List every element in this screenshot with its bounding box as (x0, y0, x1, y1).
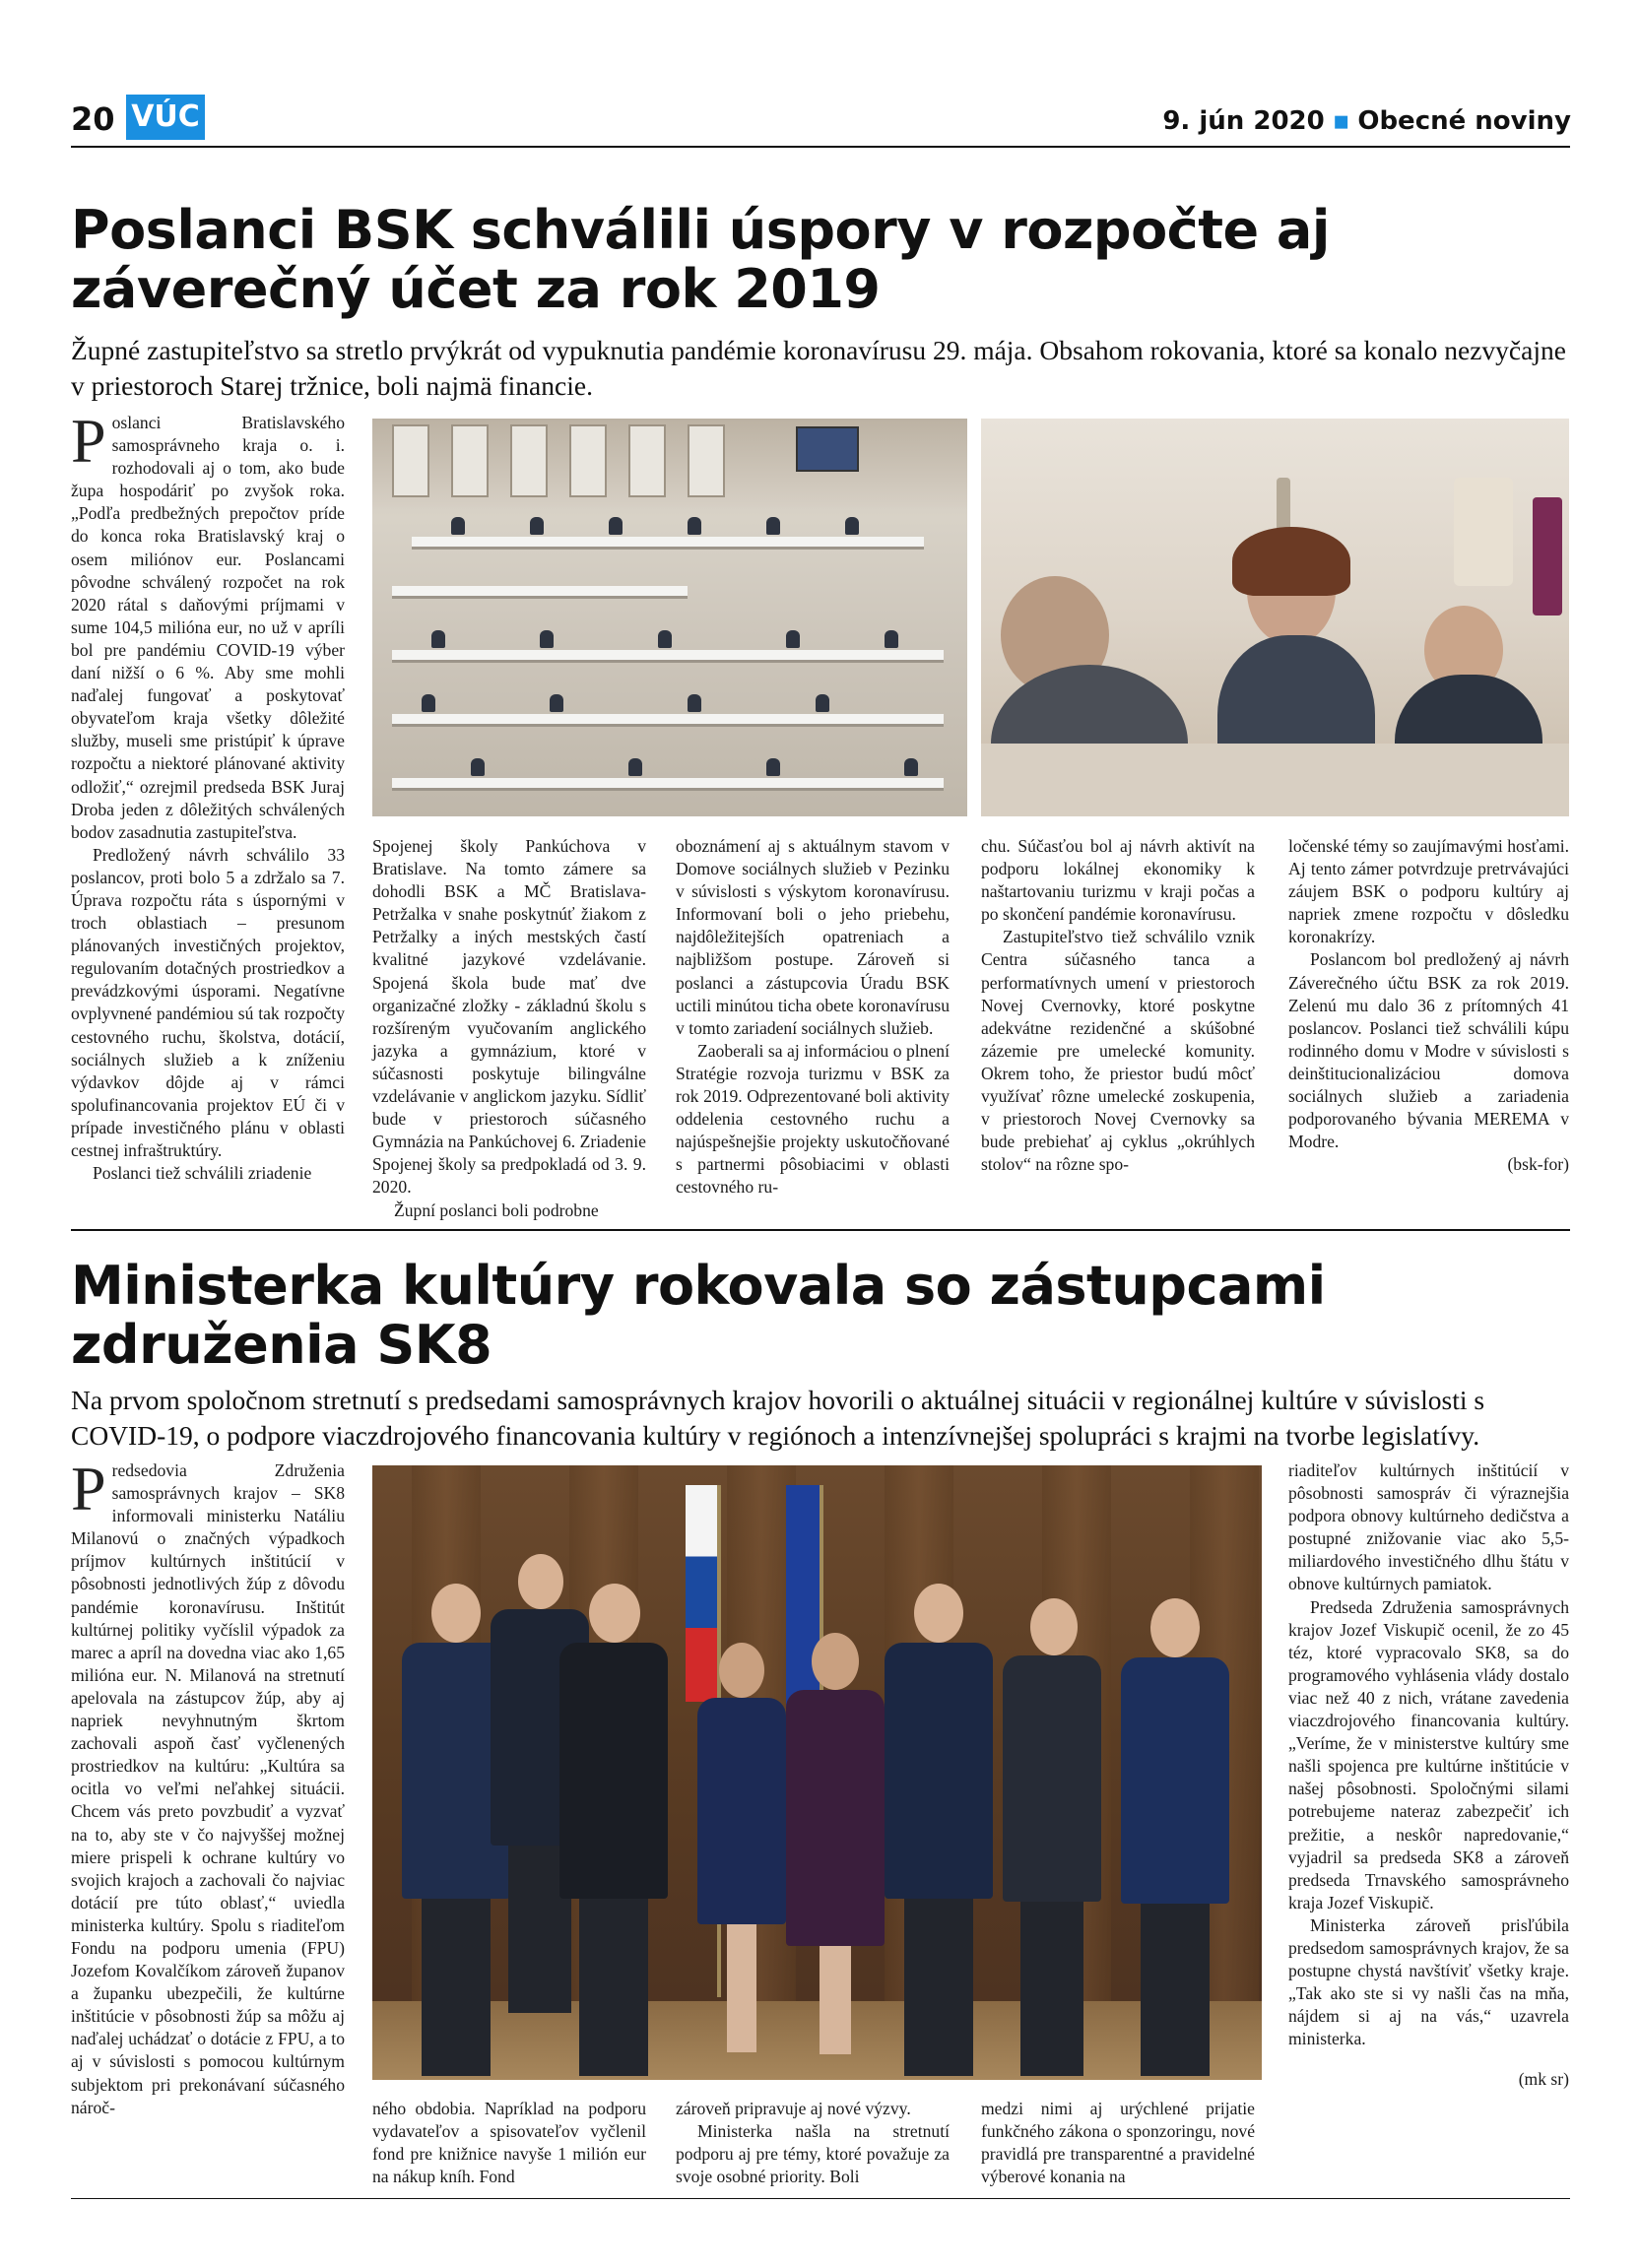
paragraph: riaditeľov kultúrnych inštitúcií v pôsobnosti samospráv či výraznejšia podpora obnovy kultúrneho dedičstva a postupné znižovanie viac ako 5,5-miliardového investičného dlhu štátu v obnove kultúrnych pamiatok. (1288, 1460, 1569, 1594)
dropcap: P (71, 1454, 106, 1523)
article2-headline: Ministerka kultúry rokovala so zástupcami združenia SK8 (71, 1255, 1326, 1376)
dropcap: P (71, 406, 106, 476)
article2-column-5 (1288, 1459, 1569, 2092)
paragraph: Predseda Združenia samosprávnych krajov Jozef Viskupič ocenil, že zo 45 téz, ktoré vypracovalo SK8, sa do programového vyhlásenia vlády dostalo viac než 40 z nich, vrátane zavedenia viaczdrojového financovania kultúry. „Veríme, že v ministerstve kultúry sme našli spojenca pre kultúrne inštitúcie v našej pôsobnosti. Spoločnými silami potrebujeme nateraz zabezpečiť ich prežitie, a neskôr napredovanie,“ vyjadril sa predseda SK8 a zároveň predseda Trnavského samosprávneho kraja Jozef Viskupič. (1288, 1596, 1569, 1912)
paragraph: Ministerka našla na stretnutí podporu aj pre témy, ktoré považuje za svoje osobné priority. Boli (676, 2121, 950, 2187)
paragraph: zároveň pripravuje aj nové výzvy. (676, 2099, 911, 2118)
paragraph: Predložený návrh schválilo 33 poslancov, proti bolo 5 a zdržalo sa 7. Úprava rozpočtu ráta s úspornými v troch oblastiach – presunom plánovaných investičných projektov, regulovaním dotačných prostriedkov a prevádzkovými úsporami. Negatívne ovplyvnené pandémiou sú tak rozpočty cestovného ruchu, školstva, dotácií, sociálnych služieb a k zníženiu výdavkov dôjde aj v rámci spolufinancovania projektov EÚ či v prípade investičného plánu v oblasti cestnej infraštruktúry. (71, 844, 345, 1160)
paragraph: Župní poslanci boli podrobne (394, 1199, 599, 1220)
header-rule (71, 146, 1570, 148)
issue-info (1162, 106, 1571, 136)
paragraph: ného obdobia. Napríklad na podporu vydavateľov a spisovateľov vyčlenil fond pre knižnice navyše 1 milión eur na nákup kníh. Fond (372, 2099, 646, 2187)
paragraph: Poslancom bol predložený aj návrh Záverečného účtu BSK za rok 2019. Zelenú mu dalo 36 z prítomných 41 poslancov. Poslanci tiež schválili kúpu rodinného domu v Modre v súvislosti s deinštitucionalizáciou domova sociálnych služieb a zariadenia podporovaného bývania MEREMA v Modre. (1288, 949, 1569, 1152)
paragraph: Zaoberali sa aj informáciou o plnení Stratégie rozvoja turizmu v BSK za rok 2019. Odprezentované boli aktivity oddelenia cestovného ruchu a najúspešnejšie projekty uskutočňované s partnermi pôsobiacimi v oblasti cestovného ru- (676, 1040, 950, 1198)
article1-column-1 (71, 406, 345, 1185)
article1-lead: Župné zastupiteľstvo sa stretlo prvýkrát od vypuknutia pandémie koronavírusu 29. mája. Obsahom rokovania, ktoré sa konalo nezvyčajne v priestoroch Starej tržnice, boli najmä financie. (71, 335, 1566, 401)
paragraph: Ministerka zároveň prisľúbila predsedom samosprávnych krajov, že sa postupne chystá navštíviť všetky kraje. „Tak ako ste si vy našli čas na mňa, nájdem si aj na vás,“ uzavrela ministerka. (1288, 1914, 1569, 2049)
publication-name: Obecné noviny (1357, 106, 1571, 136)
paragraph: redsedovia Združenia samosprávnych krajov – SK8 informovali ministerku Natáliu Milanovú o značných výpadkoch príjmov kultúrnych inštitúcií v pôsobnosti jednotlivých žúp z dôvodu pandémie koronavírusu. Inštitút kultúrnej politiky vyčíslil výpadok za marec a apríl na dovedna viac ako 1,65 milióna eur. N. Milanová na stretnutí apelovala na zástupcov žúp, aby aj napriek nevyhnutným škrtom zachovali aspoň časť vyčlenených prostriedkov na kultúru: „Kultúra sa ocitla vo veľmi neľahkej situácii. Chcem vás preto povzbudiť a vyzvať na to, aby ste v čo najvyššej možnej miere prispeli k ochrane kultúry vo svojich krajoch a zachovali čo najviac dotácií pre túto oblasť,“ uviedla ministerka kultúry. Spolu s riaditeľom Fondu na podporu umenia (FPU) Jozefom Kovalčíkom zároveň županov a županku ubezpečili, že kultúrne inštitúcie v pôsobnosti žúp sa môžu aj naďalej uchádzať o dotácie z FPU, a to aj v súvislosti s pomocou kultúrnym subjektom pri prekonávaní súčasného nároč- (71, 1460, 345, 2117)
footer-rule (71, 2198, 1570, 2199)
article-divider (71, 1229, 1570, 1231)
separator-dot-icon: ▪ (1332, 106, 1350, 136)
article2-column-3 (676, 2098, 950, 2188)
paragraph: Spojenej školy Pankúchova v Bratislave. Na tomto zámere sa dohodli BSK a MČ Bratislava-Petržalka v snahe poskytnúť žiakom z Petržalky a iných mestských častí kvalitné jazykové vzdelávanie. Spojená škola bude mať dve organizačné zložky - základnú školu s rozšíreným vyučovaním anglického jazyka a gymnázium, ktoré v súčasnosti poskytuje bilingválne vzdelávanie v anglickom jazyku. Sídliť bude v priestoroch súčasného Gymnázia na Pankúchovej 6. Zriadenie Spojenej školy sa predpokladá od 3. 9. 2020. (372, 836, 646, 1198)
article2-signature: (mk sr) (1518, 2069, 1569, 2090)
paragraph: oboznámení aj s aktuálnym stavom v Domove sociálnych služieb v Pezinku v súvislosti s výskytom koronavírusu. Informovaní boli o jeho priebehu, najdôležitejších opatreniach a najbližšom postupe. Zároveň si poslanci a zástupcovia Úradu BSK uctili minútou ticha obete koronavírusu v tomto zariadení sociálnych služieb. (676, 836, 950, 1038)
page-number: 20 (71, 100, 115, 138)
paragraph: Poslanci tiež schválili zriadenie (93, 1163, 312, 1184)
article1-headline: Poslanci BSK schválili úspory v rozpočte aj záverečný účet za rok 2019 (71, 199, 1330, 320)
article2-lead: Na prvom spoločnom stretnutí s predsedami samosprávnych krajov hovorili o aktuálnej situácii v regionálnej kultúre v súvislosti s COVID-19, o podpore viaczdrojového financovania kultúry v regiónoch a intenzívnejšej spolupráci s krajmi na tvorbe legislatívy. (71, 1385, 1485, 1451)
paragraph: chu. Súčasťou bol aj návrh aktivít na podporu lokálnej ekonomiky k naštartovaniu turizmu v kraji počas a po skončení pandémie koronavírusu. (981, 836, 1255, 925)
paragraph: Zastupiteľstvo tiež schválilo vznik Centra súčasného tanca a performatívnych umení v priestoroch Novej Cvernovky, ktoré poskytne adekvátne rezidenčné a skúšobné zázemie pre umelecké komunity. Okrem toho, že priestor budú môcť využívať rôzne umelecké zoskupenia, v priestoroch Novej Cvernovky sa bude prebiehať aj cyklus „okrúhlych stolov“ na rôzne spo- (981, 927, 1255, 1175)
section-tag: VÚC (126, 95, 205, 140)
issue-date: 9. jún 2020 (1162, 106, 1325, 136)
article1-signature: (bsk-for) (1507, 1154, 1569, 1175)
article2-column-4 (981, 2098, 1255, 2188)
paragraph: medzi nimi aj urýchlené prijatie funkčného zákona o sponzoringu, nové pravidlá pre transparentné a pravidelné výberové konania na (981, 2099, 1255, 2187)
group-photo (372, 1465, 1262, 2080)
meeting-photo (981, 419, 1569, 816)
article1-column-3 (676, 835, 950, 1199)
article1-column-5 (1288, 835, 1569, 1176)
article2-column-2 (372, 2098, 646, 2188)
article1-column-4 (981, 835, 1255, 1176)
article1-column-2 (372, 835, 646, 1222)
paragraph: oslanci Bratislavského samosprávneho kraja o. i. rozhodovali aj o tom, ako bude župa hospodáriť po zvyšok roka. „Podľa predbežných prepočtov príde do konca roka Bratislavský kraj o osem miliónov eur. Poslancami pôvodne schválený rozpočet na rok 2020 rátal s daňovými príjmami v sume 104,5 milióna eur, no už v apríli bol pre pandémiu COVID-19 výber daní nižší o 6 %. Aby sme mohli naďalej fungovať a poskytovať obyvateľom kraja všetky dôležité služby, museli sme pristúpiť k úprave rozpočtu a niektoré plánované aktivity odložiť,“ ozrejmil predseda BSK Juraj Droba jeden z dôležitých schválených bodov zasadnutia zastupiteľstva. (71, 413, 345, 842)
paragraph: ločenské témy so zaujímavými hosťami. Aj tento zámer potvrdzuje pretrvávajúci záujem BSK o podporu kultúry aj napriek zmene rozpočtu v dôsledku koronakrízy. (1288, 836, 1569, 947)
hall-photo (372, 419, 967, 816)
article2-column-1 (71, 1454, 345, 2119)
